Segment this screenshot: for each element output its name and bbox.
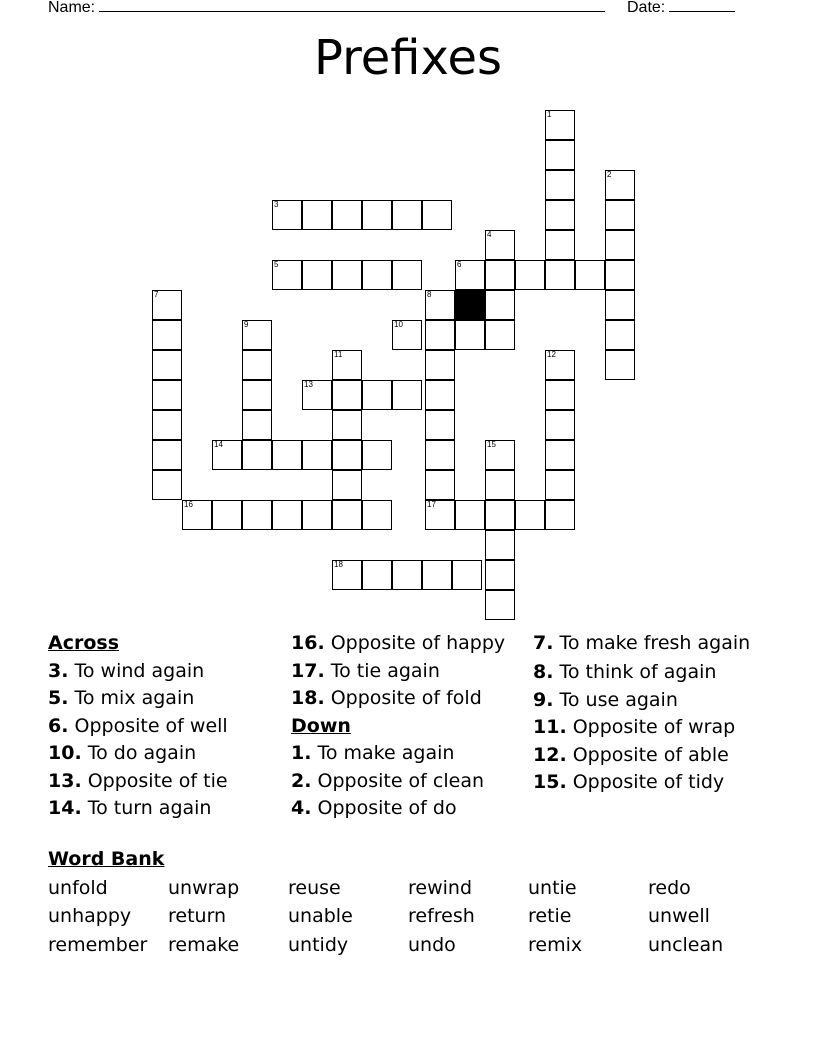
crossword-cell[interactable] [332, 500, 362, 530]
crossword-cell[interactable] [362, 380, 392, 410]
clue-text: To mix again [68, 687, 195, 709]
clue-text: Opposite of tidy [566, 771, 725, 793]
clue-column-2 [291, 630, 526, 823]
clue-item [48, 768, 283, 796]
clue-item [48, 713, 283, 741]
clue-number-label: 9. [533, 688, 554, 711]
crossword-cell[interactable] [515, 260, 545, 290]
clue-number: 6 [457, 260, 462, 269]
word-bank-word: untidy [288, 933, 349, 956]
clue-item [533, 687, 763, 715]
clue-number-label: 3. [48, 659, 69, 682]
crossword-cell[interactable] [452, 560, 482, 590]
crossword-cell[interactable] [485, 290, 515, 320]
crossword-cell[interactable] [455, 500, 485, 530]
page-title: Prefixes [313, 30, 502, 86]
crossword-cell[interactable] [485, 590, 515, 620]
crossword-cell[interactable] [392, 260, 422, 290]
clue-number-label: 15. [533, 771, 567, 793]
crossword-cell[interactable] [485, 470, 515, 500]
clue-column-1 [48, 630, 283, 823]
crossword-cell[interactable] [272, 440, 302, 470]
crossword-cell[interactable] [242, 410, 272, 440]
clue-number: 8 [427, 290, 432, 299]
clue-text: Opposite of tie [81, 769, 228, 792]
crossword-cell[interactable] [485, 320, 515, 350]
crossword-cell[interactable] [332, 200, 362, 230]
clue-number: 2 [607, 170, 612, 179]
clue-number: 9 [244, 320, 249, 329]
clue-number: 11 [334, 350, 343, 359]
clue-text: Opposite of clean [311, 769, 485, 792]
clue-text: To think of again [553, 661, 717, 683]
clue-item [291, 685, 526, 713]
crossword-cell[interactable] [545, 410, 575, 440]
word-bank-row [48, 931, 768, 960]
crossword-cell[interactable] [545, 230, 575, 260]
clue-item [291, 658, 526, 686]
crossword-cell[interactable] [392, 200, 422, 230]
crossword-cell[interactable] [332, 440, 362, 470]
crossword-cell[interactable] [485, 560, 515, 590]
clue-number-label: 4. [291, 797, 312, 819]
clue-item [48, 658, 283, 686]
crossword-cell[interactable] [422, 200, 452, 230]
clue-number: 7 [154, 290, 159, 299]
crossword-cell[interactable] [545, 200, 575, 230]
clue-text: To use again [553, 688, 678, 711]
clue-number-label: 5. [48, 687, 69, 709]
crossword-cell[interactable] [605, 320, 635, 350]
clue-number: 16 [184, 500, 193, 509]
crossword-cell[interactable] [362, 200, 392, 230]
word-bank-word: untie [528, 876, 577, 899]
clue-number-label: 16. [291, 632, 325, 654]
word-bank [48, 845, 768, 959]
clue-number-label: 13. [48, 769, 82, 792]
word-bank-row [48, 902, 768, 931]
crossword-cell[interactable] [362, 260, 392, 290]
clue-text: To tie again [324, 659, 440, 682]
word-bank-word: unhappy [48, 905, 132, 927]
clue-number: 3 [274, 200, 279, 209]
crossword-cell[interactable] [425, 470, 455, 500]
crossword-cell[interactable] [425, 410, 455, 440]
crossword-cell[interactable] [425, 440, 455, 470]
word-bank-word: retie [528, 905, 572, 927]
word-bank-word: unwell [648, 905, 710, 927]
clue-item [48, 685, 283, 713]
clue-number-label: 14. [48, 797, 82, 819]
crossword-cell[interactable] [485, 500, 515, 530]
clue-item [291, 768, 526, 796]
word-bank-word: refresh [408, 905, 475, 927]
clue-number: 15 [487, 440, 496, 449]
clue-number-label: 8. [533, 661, 554, 683]
crossword-cell[interactable] [392, 560, 422, 590]
clue-number-label: 7. [533, 632, 554, 654]
word-bank-word: return [168, 905, 227, 927]
clue-text: Opposite of able [566, 743, 729, 766]
crossword-cell[interactable] [392, 380, 422, 410]
word-bank-word: unable [288, 905, 353, 927]
crossword-cell[interactable] [605, 290, 635, 320]
clue-number: 10 [394, 320, 403, 329]
crossword-cell[interactable] [332, 470, 362, 500]
clue-text: To wind again [68, 659, 205, 682]
clue-column-3 [533, 630, 763, 797]
crossword-cell[interactable] [485, 260, 515, 290]
crossword-cell[interactable] [425, 320, 455, 350]
clue-item [291, 630, 526, 658]
clue-text: Opposite of happy [324, 632, 506, 654]
clue-item [48, 795, 283, 823]
crossword-cell[interactable] [302, 440, 332, 470]
clue-number: 18 [334, 560, 343, 569]
word-bank-word: remake [168, 933, 240, 956]
word-bank-word: remix [528, 933, 583, 956]
clue-text: Opposite of fold [324, 687, 482, 709]
crossword-cell[interactable] [332, 410, 362, 440]
crossword-cell[interactable] [545, 380, 575, 410]
crossword-cell[interactable] [152, 410, 182, 440]
clue-text: To turn again [81, 797, 212, 819]
word-bank-word: unclean [648, 933, 724, 956]
clue-number-label: 2. [291, 769, 312, 792]
crossword-cell[interactable] [605, 200, 635, 230]
clue-item [291, 795, 526, 823]
crossword-cell[interactable] [422, 560, 452, 590]
clue-number-label: 1. [291, 742, 312, 764]
clue-number: 12 [547, 350, 556, 359]
crossword-cell[interactable] [545, 260, 575, 290]
word-bank-word: remember [48, 933, 148, 956]
crossword-cell[interactable] [332, 380, 362, 410]
word-bank-word: undo [408, 933, 456, 956]
crossword-cell[interactable] [362, 500, 392, 530]
across-heading: Across [48, 632, 120, 654]
clue-item [533, 659, 763, 687]
crossword-cell[interactable] [302, 500, 332, 530]
crossword-cell[interactable] [152, 470, 182, 500]
clue-text: Opposite of do [311, 797, 457, 819]
crossword-cell[interactable] [332, 260, 362, 290]
clue-item [533, 630, 763, 654]
clue-number-label: 18. [291, 687, 325, 709]
date-label: Date: [627, 0, 666, 16]
word-bank-word: reuse [288, 876, 341, 899]
clue-item [48, 740, 283, 768]
word-bank-word: redo [648, 876, 691, 899]
crossword-cell[interactable] [455, 320, 485, 350]
crossword-cell[interactable] [242, 440, 272, 470]
crossword-cell[interactable] [212, 500, 242, 530]
crossword-cell[interactable] [152, 320, 182, 350]
crossword-cell[interactable] [425, 380, 455, 410]
word-bank-word: unfold [48, 876, 108, 899]
clue-text: Opposite of wrap [566, 716, 736, 738]
crossword-cell[interactable] [605, 350, 635, 380]
crossword-cell[interactable] [242, 380, 272, 410]
clue-number: 13 [304, 380, 313, 389]
clue-item [291, 740, 526, 768]
crossword-cell[interactable] [425, 350, 455, 380]
crossword-cell[interactable] [545, 440, 575, 470]
crossword-cell[interactable] [302, 200, 332, 230]
crossword-cell[interactable] [152, 350, 182, 380]
down-heading: Down [291, 714, 351, 737]
word-bank-heading: Word Bank [48, 848, 165, 870]
clue-number-label: 10. [48, 742, 82, 764]
clue-number-label: 17. [291, 659, 325, 682]
clue-text: To do again [81, 742, 197, 764]
clue-number: 17 [427, 500, 436, 509]
clue-item [533, 714, 763, 742]
crossword-cell[interactable] [545, 140, 575, 170]
crossword-black-cell [455, 290, 485, 320]
clue-text: To make fresh again [553, 632, 751, 654]
clue-item [533, 742, 763, 770]
crossword-cell[interactable] [575, 260, 605, 290]
crossword-cell[interactable] [152, 440, 182, 470]
clue-number: 5 [274, 260, 279, 269]
clue-number: 1 [547, 110, 552, 119]
crossword-cell[interactable] [545, 500, 575, 530]
word-bank-row [48, 874, 768, 903]
clue-number-label: 12. [533, 743, 567, 766]
crossword-cell[interactable] [485, 530, 515, 560]
crossword-cell[interactable] [545, 470, 575, 500]
crossword-cell[interactable] [362, 560, 392, 590]
clue-number-label: 11. [533, 716, 567, 738]
crossword-cell[interactable] [242, 350, 272, 380]
name-label: Name: [48, 0, 96, 16]
crossword-cell[interactable] [152, 380, 182, 410]
clue-number: 14 [214, 440, 223, 449]
crossword-cell[interactable] [545, 170, 575, 200]
crossword-cell[interactable] [515, 500, 545, 530]
crossword-cell[interactable] [302, 260, 332, 290]
clue-number-label: 6. [48, 714, 69, 737]
clue-item [533, 769, 763, 797]
crossword-cell[interactable] [272, 500, 302, 530]
clue-number: 4 [487, 230, 492, 239]
crossword-cell[interactable] [605, 230, 635, 260]
word-bank-word: unwrap [168, 876, 240, 899]
crossword-cell[interactable] [242, 500, 272, 530]
crossword-cell[interactable] [362, 440, 392, 470]
crossword-cell[interactable] [605, 260, 635, 290]
clue-text: Opposite of well [68, 714, 228, 737]
clue-text: To make again [311, 742, 455, 764]
word-bank-word: rewind [408, 876, 473, 899]
